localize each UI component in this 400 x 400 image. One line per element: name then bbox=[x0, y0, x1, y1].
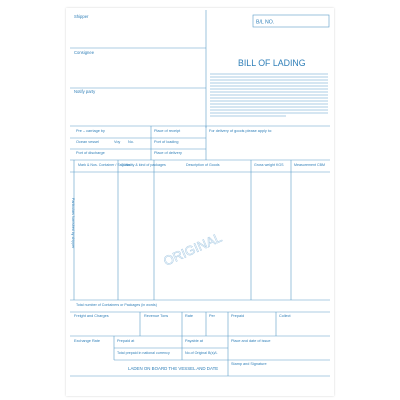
port-loading-label: Port of loading bbox=[154, 140, 179, 144]
ocean-vessel-label: Ocean vessel bbox=[76, 140, 100, 144]
particulars-side-label: Particulars furnished by shipper bbox=[71, 198, 75, 249]
pre-carriage-label: Pre – carriage by bbox=[76, 129, 105, 133]
notify-party-label: Notify party bbox=[74, 89, 96, 94]
per-label: Per bbox=[209, 314, 215, 318]
col-measure-header: Measurement CBM bbox=[294, 163, 325, 167]
form-grid bbox=[66, 8, 334, 396]
no-label: No. bbox=[128, 140, 134, 144]
col-weight-header: Gross weight KGS bbox=[254, 163, 284, 167]
revenue-tons-label: Revenue Tons bbox=[144, 314, 169, 318]
prepaid-label: Prepaid bbox=[231, 314, 245, 318]
freight-label: Freight and Charges bbox=[74, 314, 109, 318]
bl-no-label: B/L NO. bbox=[256, 19, 275, 26]
payable-at-label: Payable at bbox=[185, 339, 203, 343]
prepaid-at-label: Prepaid at bbox=[117, 339, 135, 343]
port-discharge-label: Port of discharge bbox=[76, 151, 105, 155]
document-title: BILL OF LADING bbox=[238, 58, 306, 68]
rate-label: Rate bbox=[185, 314, 194, 318]
place-date-issue-label: Place and date of issue bbox=[231, 339, 271, 343]
voy-label: Voy bbox=[114, 140, 121, 144]
delivery-apply-label: For delivery of goods please apply to: bbox=[209, 129, 273, 133]
terms-fine-print bbox=[210, 74, 328, 116]
total-containers-label: Total number of Containers or Packages (in words) bbox=[76, 303, 157, 307]
stamp-signature-label: Stamp and Signature bbox=[231, 362, 267, 366]
place-receipt-label: Place of receipt bbox=[154, 129, 181, 133]
consignee-label: Consignee bbox=[74, 50, 95, 55]
col-marks-header: Mark & Nos. Container / Seal No. bbox=[78, 163, 132, 167]
exchange-rate-label: Exchange Rate bbox=[74, 339, 100, 343]
place-delivery-label: Place of delivery bbox=[154, 151, 182, 155]
col-desc-header: Description of Goods bbox=[186, 163, 220, 167]
collect-label: Collect bbox=[279, 314, 291, 318]
no-original-label: No.of Original B(s)/L bbox=[185, 351, 218, 355]
shipper-label: Shipper bbox=[74, 14, 89, 19]
laden-on-board-label: LADEN ON BOARD THE VESSEL AND DATE bbox=[128, 366, 219, 371]
original-watermark: ORIGINAL bbox=[161, 229, 224, 269]
bill-of-lading-sheet bbox=[66, 8, 334, 396]
total-prepaid-label: Total prepaid in national currency bbox=[117, 351, 170, 355]
col-qty-header: Quantity & kind of packages bbox=[121, 163, 166, 167]
